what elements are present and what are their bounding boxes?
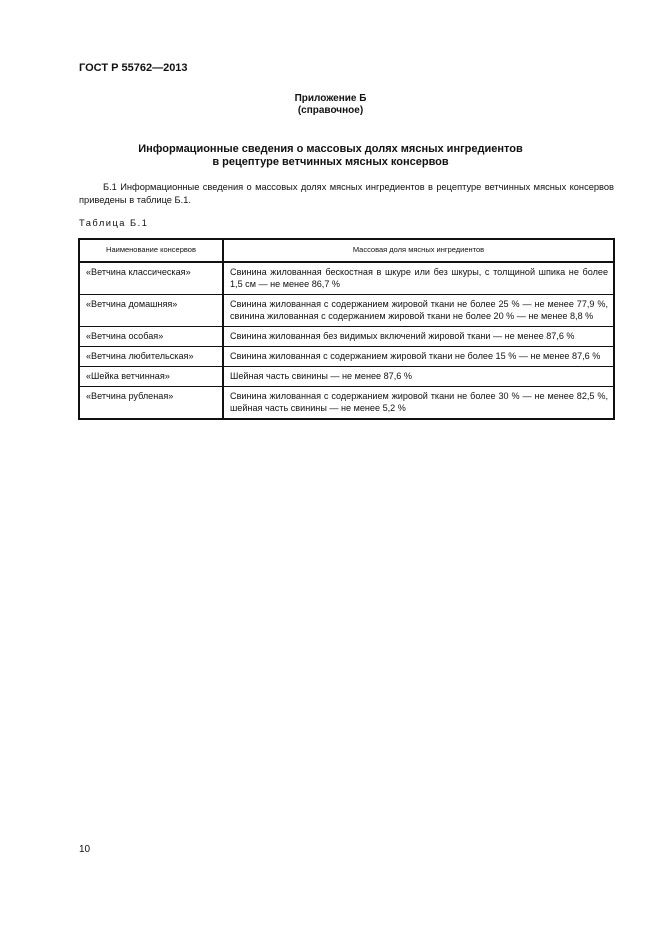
ingredient-share: Свинина жилованная бескостная в шкуре или без шкуры, с толщиной шпика не более 1,5 см — не менее 86,7 % — [223, 262, 614, 295]
table-header-row — [79, 239, 614, 262]
product-name: «Шейка ветчинная» — [79, 367, 223, 387]
table-caption: Таблица Б.1 — [79, 218, 149, 228]
body-paragraph: Б.1 Информационные сведения о массовых долях мясных ингредиентов в рецептуре ветчинных мясных консервов приведены в таблице Б.1. — [79, 182, 614, 205]
table-row — [79, 262, 614, 295]
table-row — [79, 327, 614, 347]
ingredient-share: Свинина жилованная без видимых включений жировой ткани — не менее 87,6 % — [223, 327, 614, 347]
appendix-heading — [0, 93, 661, 117]
section-title — [0, 143, 661, 169]
table-row — [79, 387, 614, 420]
ingredients-table — [78, 238, 615, 420]
page-number: 10 — [79, 844, 91, 855]
ingredient-share: Шейная часть свинины — не менее 87,6 % — [223, 367, 614, 387]
ingredient-share: Свинина жилованная с содержанием жировой ткани не более 25 % — не менее 77,9 %, свинина жилованная с содержанием жировой ткани не более 20 % — не менее 8,8 % — [223, 295, 614, 327]
column-header: Наименование консервов — [79, 239, 223, 262]
appendix-note: (справочное) — [297, 105, 364, 116]
table-row — [79, 347, 614, 367]
section-title-line2: в рецептуре ветчинных мясных консервов — [212, 156, 449, 168]
table-row — [79, 295, 614, 327]
column-header: Массовая доля мясных ингредиентов — [223, 239, 614, 262]
appendix-title: Приложение Б — [294, 93, 367, 104]
product-name: «Ветчина классическая» — [79, 262, 223, 295]
table-row — [79, 367, 614, 387]
section-title-line1: Информационные сведения о массовых долях мясных ингредиентов — [138, 143, 523, 155]
standard-header: ГОСТ Р 55762—2013 — [79, 62, 188, 74]
product-name: «Ветчина домашняя» — [79, 295, 223, 327]
product-name: «Ветчина любительская» — [79, 347, 223, 367]
product-name: «Ветчина рубленая» — [79, 387, 223, 420]
product-name: «Ветчина особая» — [79, 327, 223, 347]
ingredient-share: Свинина жилованная с содержанием жировой ткани не более 30 % — не менее 82,5 %, шейная часть свинины — не менее 5,2 % — [223, 387, 614, 420]
ingredient-share: Свинина жилованная с содержанием жировой ткани не более 15 % — не менее 87,6 % — [223, 347, 614, 367]
